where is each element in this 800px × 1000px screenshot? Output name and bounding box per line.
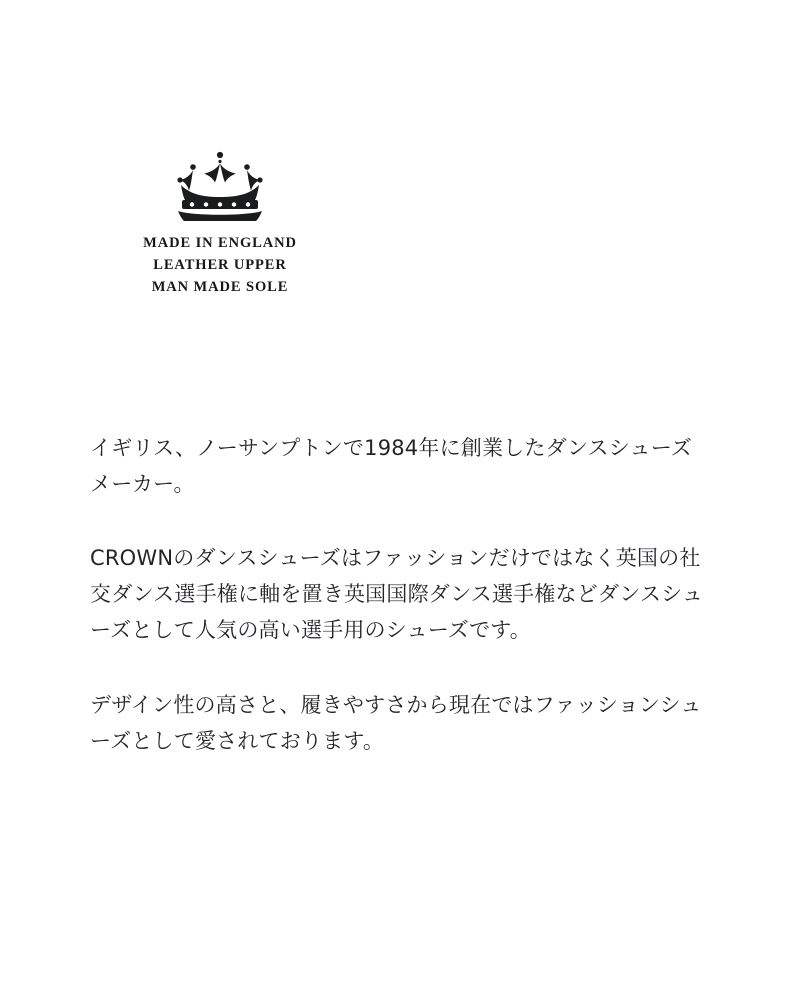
brand-line-made-in-england: MADE IN ENGLAND	[143, 235, 297, 251]
brand-taglines	[90, 232, 350, 298]
brand-logo-block	[90, 150, 350, 298]
brand-line-man-made-sole: MAN MADE SOLE	[151, 279, 289, 296]
crown-icon	[168, 150, 272, 226]
paragraph-fashion-shoes: デザイン性の高さと、履きやすさから現在ではファッションシューズとして愛されております。	[90, 692, 702, 753]
brand-line-leather-upper: LEATHER UPPER	[153, 257, 287, 274]
paragraph-competition-shoes: CROWNのダンスシューズはファッションだけではなく英国の社交ダンス選手権に軸を置き英国国際ダンス選手権などダンスシューズとして人気の高い選手用のシューズです。	[90, 546, 704, 643]
paragraph-company-origin: イギリス、ノーサンプトンで1984年に創業したダンスシューズメーカー。	[90, 436, 693, 497]
description-text-block	[90, 430, 710, 759]
